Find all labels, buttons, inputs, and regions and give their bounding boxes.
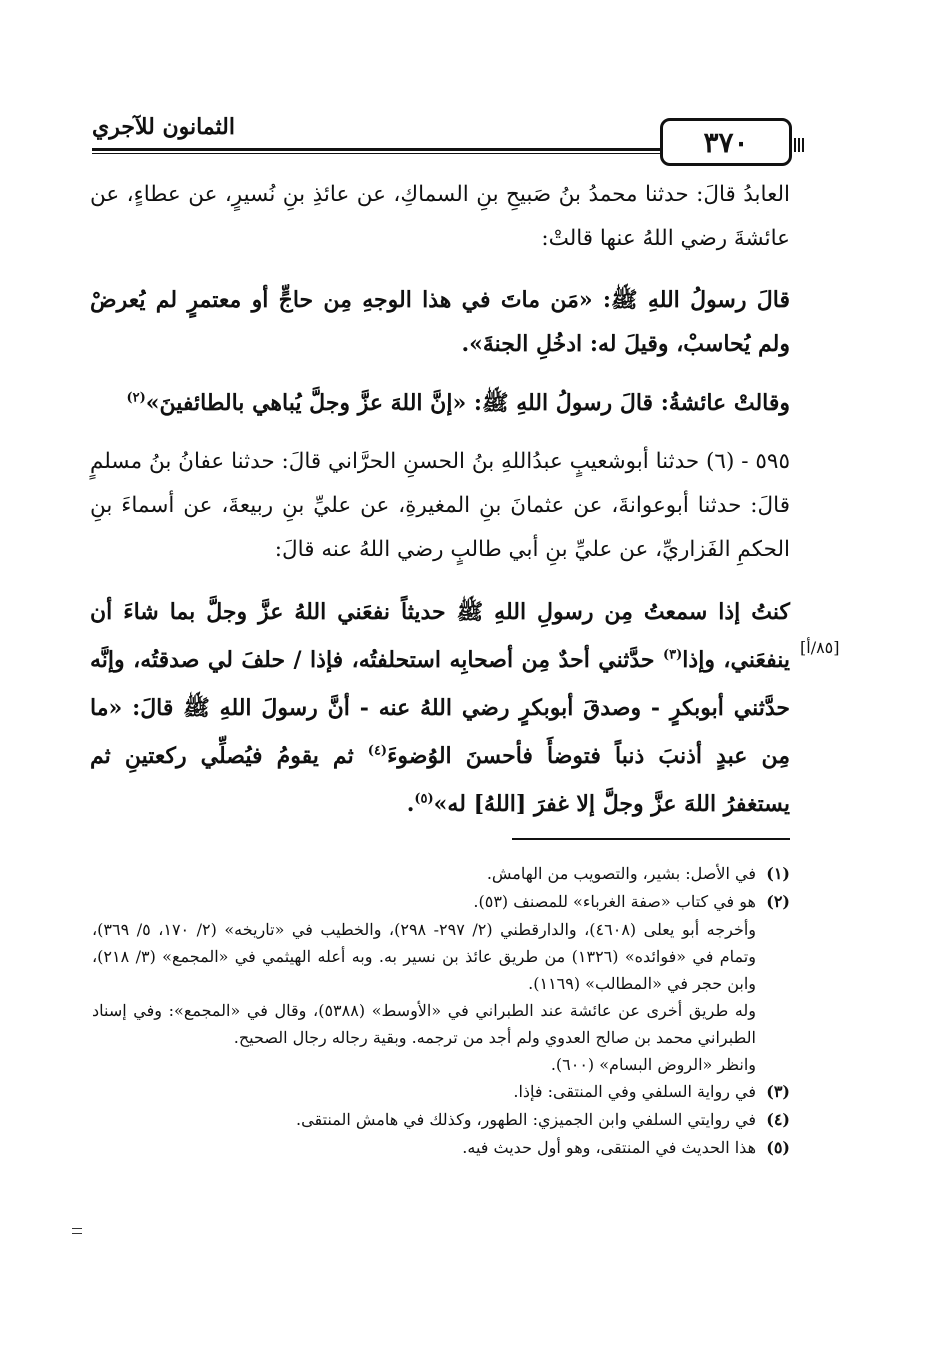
footnote-text: هو في كتاب «صفة الغرباء» للمصنف (٥٣). bbox=[473, 892, 756, 911]
footnote-2-continued: وله طريق أخرى عن عائشة عند الطبراني في «الأوسط» (٥٣٨٨)، وقال في «المجمع»: وفي إسناد الطبراني محمد بن صالح العدوي ولم أجد من ترجمه. وبقية رجاله رجال الصحيح. bbox=[92, 1001, 756, 1047]
paragraph-hadith-2 bbox=[90, 381, 790, 425]
footnote-2-continued: وأخرجه أبو يعلى (٤٦٠٨)، والدارقطني (٢/ ٢٩٧- ٢٩٨)، والخطيب في «تاريخه» (٢/ ١٧٠، ٥/ ٣٦٩)، وتمام في «فوائده» (١٣٢٦) من طريق عائذ بن نسير به. وبه أعله الهيثمي في «المجمع» (٣/ ٢١٨)، وابن حجر في «المطالب» (١١٦٩). bbox=[92, 920, 757, 993]
page-header bbox=[92, 108, 792, 168]
footnote-text: في رواية السلفي وفي المنتقى: فإذا. bbox=[513, 1082, 756, 1101]
footnote-number: (٤) bbox=[766, 1110, 790, 1129]
footnote-separator bbox=[512, 838, 790, 840]
paragraph-hadith-3 bbox=[90, 588, 790, 828]
footnote-text: في الأصل: بشير، والتصويب من الهامش. bbox=[486, 864, 756, 883]
margin-folio-note: [٨٥/أ] bbox=[800, 638, 840, 657]
header-rule-thin bbox=[92, 153, 728, 154]
header-rule bbox=[92, 148, 728, 151]
footnote-1 bbox=[92, 860, 790, 887]
scan-edge-mark bbox=[72, 1228, 82, 1229]
footnote-3 bbox=[92, 1078, 790, 1105]
header-ornament bbox=[790, 138, 806, 152]
footnote-5 bbox=[92, 1134, 790, 1161]
paragraph-text: كنتُ إذا سمعتُ مِن رسولِ اللهِ ﷺ حديثاً نفعَني اللهُ عزَّ وجلَّ بما شاءَ أن ينفعَني، وإذا bbox=[90, 599, 790, 673]
book-title: الثمانون للآجري bbox=[92, 114, 235, 140]
paragraph-text: ٥٩٥ - (٦) حدثنا أبوشعيبٍ عبدُاللهِ بنُ الحسنِ الحرَّاني قالَ: حدثنا عفانُ بنُ مسلمٍ قالَ: حدثنا أبوعوانةَ، عن عثمانَ بنِ المغيرةِ، عن عليِّ بنِ ربيعةَ، عن أسماءَ بنِ الحكمِ الفَزاريِّ، عن عليِّ بنِ أبي طالبٍ رضي اللهُ عنه قالَ: bbox=[90, 449, 790, 562]
footnote-number: (٣) bbox=[766, 1082, 790, 1101]
footnote-text: في روايتي السلفي وابن الجميزي: الطهور، وكذلك في هامش المنتقى. bbox=[296, 1110, 756, 1129]
paragraph-text: ثم يقومُ فيُصلِّي ركعتينِ ثم يستغفرُ اللهَ عزَّ وجلَّ إلا غفرَ [اللهُ] له» bbox=[90, 743, 790, 817]
footnote-ref: (٢) bbox=[126, 390, 146, 406]
scan-edge-mark bbox=[72, 1233, 82, 1234]
footnotes bbox=[92, 860, 790, 1162]
paragraph-text: حدَّثني أحدٌ مِن أصحابِه استحلفتُه، فإذا / حلفَ لي صدقتُه، وإنَّه حدَّثني أبوبكرٍ - وصدقَ أبوبكرٍ رضي اللهُ عنه - أنَّ رسولَ اللهِ ﷺ قالَ: «ما مِن عبدٍ أذنبَ ذنباً فتوضأَ فأحسنَ الوُضوءَ bbox=[90, 647, 790, 769]
footnote-number: (٥) bbox=[766, 1138, 790, 1157]
footnote-number: (١) bbox=[766, 864, 790, 883]
footnote-number: (٢) bbox=[766, 892, 790, 911]
paragraph-text: قالَ رسولُ اللهِ ﷺ: «مَن ماتَ في هذا الوجهِ مِن حاجٍّ أو معتمرٍ لم يُعرضْ ولم يُحاسبْ، وقيلَ له: ادخُلِ الجنةَ». bbox=[90, 287, 790, 357]
paragraph-isnad-1 bbox=[90, 173, 790, 261]
paragraph-isnad-2 bbox=[90, 440, 790, 572]
footnote-4 bbox=[92, 1106, 790, 1133]
paragraph-text: . bbox=[406, 791, 415, 817]
paragraph-hadith-1 bbox=[90, 278, 790, 366]
page-number bbox=[660, 118, 792, 166]
footnote-2 bbox=[92, 888, 790, 915]
footnote-ref: (٥) bbox=[414, 791, 434, 807]
footnote-ref: (٣) bbox=[663, 647, 683, 663]
paragraph-text: العابدُ قالَ: حدثنا محمدُ بنُ صَبيحِ بنِ السماكِ، عن عائذِ بنِ نُسيرٍ، عن عطاءٍ، عن عائشةَ رضي اللهُ عنها قالتْ: bbox=[90, 182, 790, 251]
footnote-2-continued: وانظر «الروض البسام» (٦٠٠). bbox=[550, 1055, 756, 1074]
paragraph-text: وقالتْ عائشةُ: قالَ رسولُ اللهِ ﷺ: «إنَّ اللهَ عزَّ وجلَّ يُباهي بالطائفينَ» bbox=[145, 390, 790, 416]
footnote-text: هذا الحديث في المنتقى، وهو أول حديث فيه. bbox=[462, 1138, 756, 1157]
footnote-ref: (٤) bbox=[367, 743, 388, 759]
page-number-text: ٣٧٠ bbox=[703, 125, 749, 159]
